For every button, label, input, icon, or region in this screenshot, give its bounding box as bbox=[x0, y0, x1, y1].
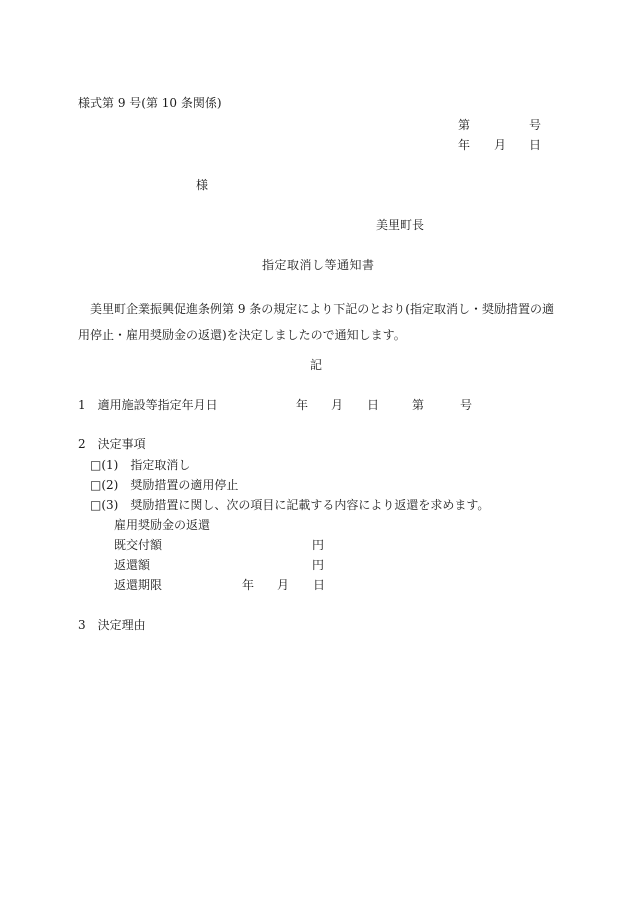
refund-deadline-month: 月 bbox=[277, 578, 290, 592]
number-field-suffix: 号 bbox=[529, 118, 542, 132]
item2-option-suspend: □(2) 奨励措置の適用停止 bbox=[90, 478, 239, 492]
refund-deadline-label: 返還期限 bbox=[114, 578, 163, 592]
already-paid-label: 既交付額 bbox=[114, 538, 163, 552]
already-paid-unit: 円 bbox=[312, 538, 325, 552]
refund-deadline-day: 日 bbox=[313, 578, 326, 592]
refund-heading: 雇用奨励金の返還 bbox=[114, 518, 211, 532]
addressee-suffix: 様 bbox=[196, 178, 209, 192]
item2-option-refund: □(3) 奨励措置に関し、次の項目に記載する内容により返還を求めます。 bbox=[90, 498, 490, 512]
form-number: 様式第 9 号(第 10 条関係) bbox=[78, 96, 222, 110]
item1-number-prefix: 第 bbox=[412, 398, 425, 412]
refund-deadline-year: 年 bbox=[242, 578, 255, 592]
item1-label: 1 適用施設等指定年月日 bbox=[78, 398, 218, 412]
item1-month: 月 bbox=[331, 398, 344, 412]
item3-label: 3 決定理由 bbox=[78, 618, 146, 632]
number-field-prefix: 第 bbox=[458, 118, 471, 132]
refund-amount-unit: 円 bbox=[312, 558, 325, 572]
item1-day: 日 bbox=[367, 398, 380, 412]
document-title: 指定取消し等通知書 bbox=[262, 258, 375, 272]
date-field-year: 年 bbox=[458, 138, 471, 152]
item2-option-cancel: □(1) 指定取消し bbox=[90, 458, 191, 472]
item1-number-suffix: 号 bbox=[460, 398, 473, 412]
ki-heading: 記 bbox=[310, 358, 323, 372]
sender: 美里町長 bbox=[376, 218, 425, 232]
refund-amount-label: 返還額 bbox=[114, 558, 151, 572]
body-text: 美里町企業振興促進条例第 9 条の規定により下記のとおり(指定取消し・奨励措置の適用停止・雇用奨励金の返還)を決定しましたので通知します。 bbox=[78, 302, 554, 342]
item1-year: 年 bbox=[296, 398, 309, 412]
item2-label: 2 決定事項 bbox=[78, 437, 146, 451]
date-field-month: 月 bbox=[494, 138, 507, 152]
date-field-day: 日 bbox=[529, 138, 542, 152]
